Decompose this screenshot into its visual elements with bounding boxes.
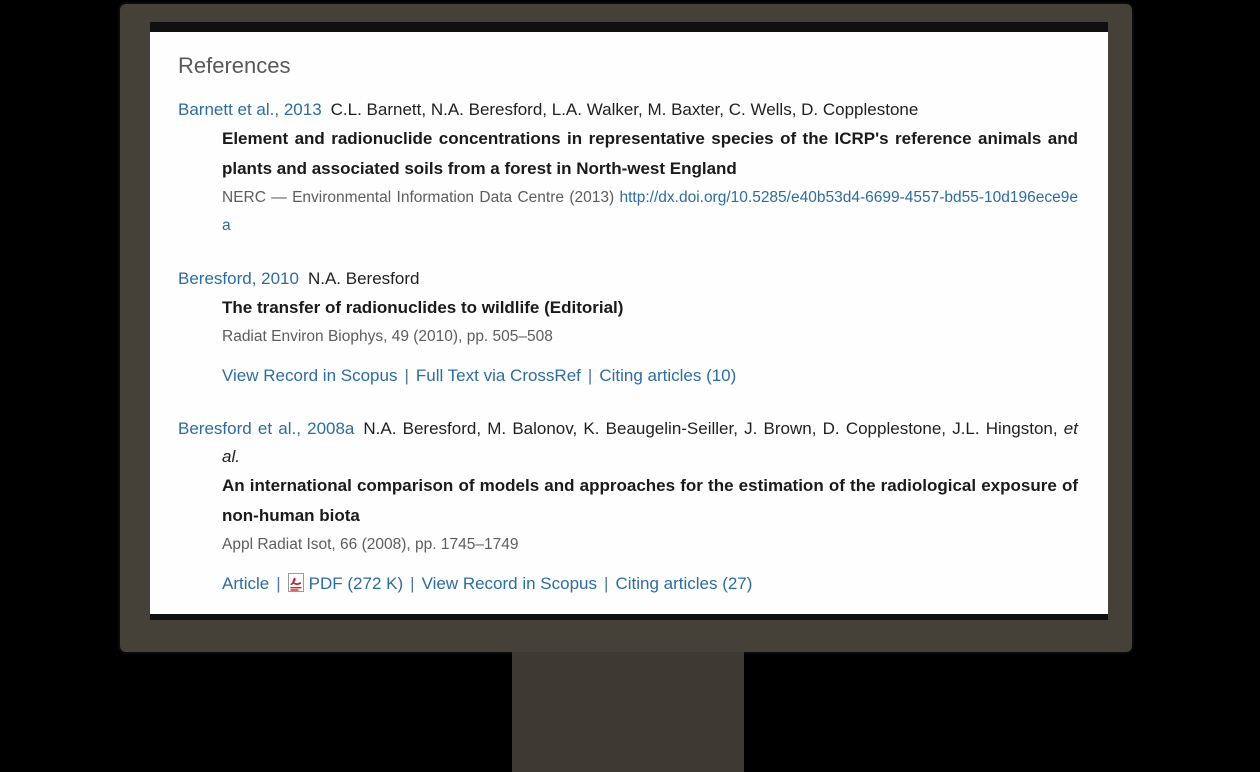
reference-source-line [222, 184, 1078, 240]
view-record-scopus-link[interactable]: View Record in Scopus [421, 574, 598, 593]
link-separator: | [404, 366, 409, 385]
monitor-stand [512, 652, 744, 772]
reference-title: The transfer of radionuclides to wildlife (Editorial) [222, 298, 624, 317]
reference-entry-beresford-2008a [178, 415, 1078, 601]
reference-title: Element and radionuclide concentrations in representative species of the ICRP's reference animals and plants and associated soils from a forest in North-west England [222, 129, 1078, 178]
doi-link[interactable]: http://dx.doi.org/10.5285/e40b53d4-6699-4557-bd55-10d196ece9ea [222, 189, 1078, 234]
source-text: NERC — Environmental Information Data Centre (2013) [222, 189, 615, 206]
reference-entry-barnett-2013 [178, 96, 1078, 240]
pdf-link[interactable]: PDF (272 K) [308, 574, 404, 593]
reference-label-link[interactable]: Barnett et al., 2013 [178, 100, 322, 119]
reference-links-row [222, 362, 1078, 390]
references-section [150, 32, 1108, 601]
reference-label-link[interactable]: Beresford, 2010 [178, 269, 299, 288]
reference-head [178, 96, 1078, 124]
reference-authors-et-al: et al. [222, 419, 1078, 466]
reference-source-line: Radiat Environ Biophys, 49 (2010), pp. 505–508 [222, 328, 553, 345]
link-separator: | [410, 574, 415, 593]
reference-links-row [222, 570, 1078, 601]
reference-authors: N.A. Beresford [307, 269, 420, 288]
article-link[interactable]: Article [222, 574, 270, 593]
reference-head [178, 415, 1078, 471]
reference-title: An international comparison of models and approaches for the estimation of the radiological exposure of non-human biota [222, 476, 1078, 525]
section-heading: References [178, 53, 291, 78]
pdf-file-icon[interactable] [288, 573, 304, 601]
reference-authors: C.L. Barnett, N.A. Beresford, L.A. Walker, M. Baxter, C. Wells, D. Copplestone [330, 100, 919, 119]
citing-articles-link[interactable]: Citing articles (10) [599, 366, 737, 385]
reference-authors: N.A. Beresford, M. Balonov, K. Beaugelin-Seiller, J. Brown, D. Copplestone, J.L. Hingston, [363, 419, 1064, 438]
webpage-screen [150, 32, 1108, 614]
full-text-crossref-link[interactable]: Full Text via CrossRef [415, 366, 581, 385]
view-record-scopus-link[interactable]: View Record in Scopus [222, 366, 398, 385]
link-separator: | [276, 574, 281, 593]
reference-label-link[interactable]: Beresford et al., 2008a [178, 419, 355, 438]
reference-source-line: Appl Radiat Isot, 66 (2008), pp. 1745–1749 [222, 536, 519, 553]
monitor-bezel [118, 2, 1134, 654]
reference-entry-beresford-2010 [178, 265, 1078, 390]
reference-head [178, 265, 1078, 293]
link-separator: | [587, 366, 593, 385]
link-separator: | [604, 574, 609, 593]
citing-articles-link[interactable]: Citing articles (27) [615, 574, 753, 593]
